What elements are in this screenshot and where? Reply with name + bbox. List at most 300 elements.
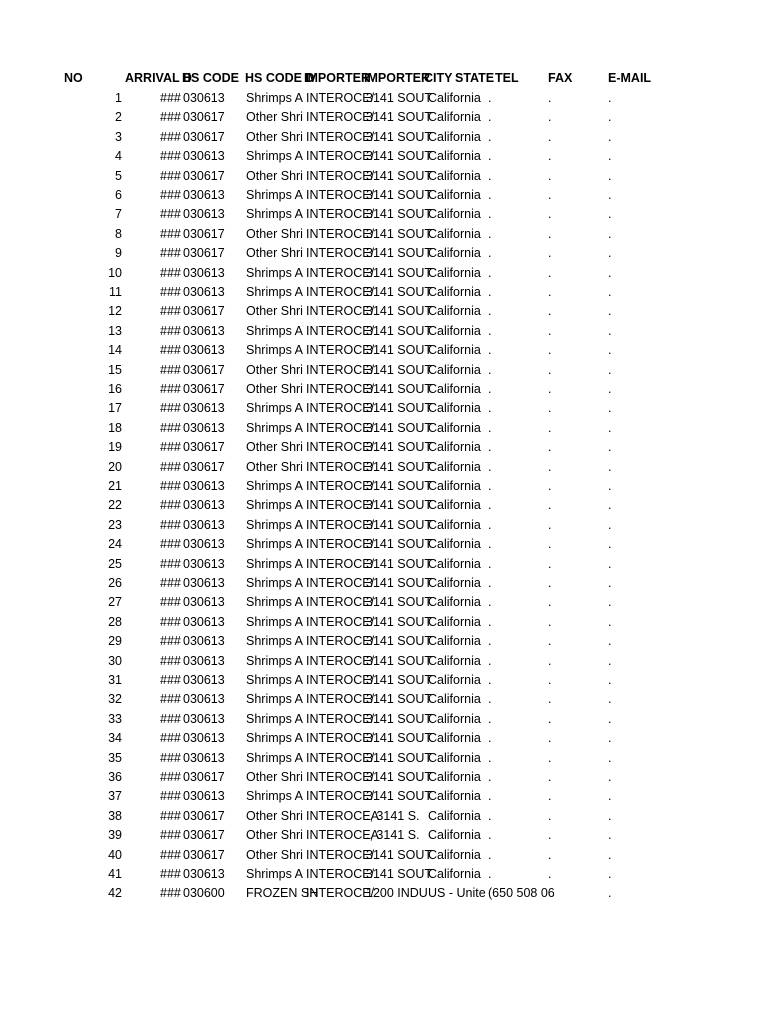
row-state: . [488,711,492,726]
header-city: CITY [424,71,453,85]
table-row [0,826,768,845]
row-no: 26 [108,576,122,590]
row-hs-code-desc: Other Shri [246,847,303,862]
row-tel: . [548,188,552,202]
row-city: California [428,576,481,590]
row-tel: . [548,246,552,261]
row-fax: . [608,323,612,338]
row-importer: INTEROCE/ [306,382,375,396]
row-fax: . [608,498,612,513]
row-fax: . [608,595,612,610]
row-hs-code: 030617 [183,168,225,183]
row-arrival-date: ### [160,731,181,746]
row-tel: . [548,595,552,610]
row-state: . [488,556,492,571]
table-row [0,574,768,593]
row-city: California [428,362,481,377]
row-arrival-date: ### [160,886,181,901]
row-tel: . [548,129,552,144]
row-state: . [488,420,492,435]
row-tel: . [548,420,552,435]
row-no: 8 [115,226,122,241]
row-hs-code-desc: Shrimps A [246,711,303,726]
table-row [0,302,768,321]
row-city: California [428,149,481,164]
row-city: California [428,711,481,726]
row-tel: . [548,226,552,241]
row-importer-address: 3141 SOUT [366,634,433,649]
row-arrival-date: ### [160,343,181,358]
row-no: 19 [108,440,122,455]
row-hs-code-desc: Shrimps A [246,323,303,338]
table-row [0,593,768,612]
row-state: (650 508 06 [488,886,555,901]
row-hs-code: 030613 [183,207,225,222]
row-no: 14 [108,343,122,358]
row-hs-code: 030613 [183,653,225,668]
table-row [0,205,768,224]
row-tel: . [548,828,552,843]
row-arrival-date: ### [160,614,181,629]
row-fax: . [608,207,612,222]
row-fax: . [608,149,612,164]
row-hs-code: 030617 [183,226,225,241]
row-hs-code: 030613 [183,789,225,804]
row-city: California [428,498,481,513]
row-no: 40 [108,847,122,862]
table-row [0,729,768,748]
row-importer-address: 3141 SOUT [366,285,433,299]
row-hs-code: 030613 [183,343,225,358]
row-importer: INTEROCE/ [306,129,375,144]
row-city: California [428,750,481,765]
header-importer-address: IMPORTER [364,71,430,85]
row-city: California [428,343,481,358]
row-arrival-date: ### [160,110,181,125]
row-arrival-date: ### [160,867,181,881]
row-tel: . [548,440,552,455]
row-importer: INTEROCE/ [306,653,375,668]
row-tel: . [548,808,552,823]
row-state: . [488,517,492,532]
row-importer-address: 1200 INDU [366,886,428,901]
row-importer-address: ., 3141 S. [366,808,420,823]
row-city: California [428,634,481,649]
row-no: 9 [115,246,122,261]
row-hs-code: 030600 [183,886,225,901]
row-arrival-date: ### [160,479,181,493]
row-importer: INTEROCE/ [306,847,375,862]
row-fax: . [608,673,612,687]
table-row [0,632,768,651]
row-importer: INTEROCE/ [306,440,375,455]
row-no: 1 [115,91,122,105]
row-importer-address: 3141 SOUT [366,246,433,261]
header-fax: FAX [548,71,573,85]
row-arrival-date: ### [160,265,181,280]
row-importer: INTEROCE/ [306,362,375,377]
row-fax: . [608,420,612,435]
row-no: 28 [108,614,122,629]
row-importer-address: 3141 SOUT [366,362,433,377]
row-hs-code: 030613 [183,711,225,726]
row-state: . [488,246,492,261]
row-hs-code: 030613 [183,91,225,105]
row-state: . [488,91,492,105]
row-hs-code-desc: Other Shri [246,382,303,396]
row-state: . [488,168,492,183]
row-importer-address: 3141 SOUT [366,110,433,125]
row-city: California [428,517,481,532]
row-importer-address: 3141 SOUT [366,498,433,513]
row-no: 4 [115,149,122,164]
row-importer: INTEROCE/ [306,537,375,552]
row-no: 39 [108,828,122,843]
row-importer: INTEROCE/ [306,149,375,164]
table-row [0,807,768,826]
row-tel: . [548,459,552,474]
row-importer-address: 3141 SOUT [366,382,433,396]
row-hs-code-desc: Shrimps A [246,692,303,707]
row-state: . [488,789,492,804]
row-arrival-date: ### [160,750,181,765]
row-importer-address: 3141 SOUT [366,479,433,493]
row-importer-address: 3141 SOUT [366,91,433,105]
row-importer: INTEROCE/ [306,731,375,746]
row-importer-address: 3141 SOUT [366,867,433,881]
row-importer: INTEROCE/ [306,770,375,784]
row-fax: . [608,246,612,261]
row-arrival-date: ### [160,149,181,164]
row-state: . [488,828,492,843]
row-hs-code: 030613 [183,556,225,571]
row-importer: INTEROCE/ [306,188,375,202]
row-importer-address: 3141 SOUT [366,595,433,610]
row-importer-address: 3141 SOUT [366,420,433,435]
row-fax: . [608,770,612,784]
row-hs-code: 030613 [183,537,225,552]
row-importer: INTEROCE/ [306,265,375,280]
row-fax: . [608,382,612,396]
row-hs-code: 030617 [183,129,225,144]
row-hs-code: 030617 [183,808,225,823]
row-fax: . [608,362,612,377]
row-fax: . [608,304,612,319]
row-tel: . [548,110,552,125]
row-importer-address: 3141 SOUT [366,265,433,280]
row-fax: . [608,886,612,901]
row-hs-code: 030617 [183,770,225,784]
row-hs-code: 030613 [183,517,225,532]
row-importer-address: 3141 SOUT [366,440,433,455]
row-city: California [428,556,481,571]
table-row [0,496,768,515]
row-fax: . [608,828,612,843]
row-no: 32 [108,692,122,707]
row-state: . [488,595,492,610]
row-arrival-date: ### [160,246,181,261]
row-arrival-date: ### [160,576,181,590]
row-no: 3 [115,129,122,144]
row-tel: . [548,673,552,687]
row-city: California [428,867,481,881]
row-no: 34 [108,731,122,746]
row-importer-address: 3141 SOUT [366,673,433,687]
row-state: . [488,304,492,319]
row-importer-address: 3141 SOUT [366,692,433,707]
row-arrival-date: ### [160,808,181,823]
row-tel: . [548,770,552,784]
table-row [0,613,768,632]
row-fax: . [608,285,612,299]
row-fax: . [608,188,612,202]
row-no: 15 [108,362,122,377]
table-row [0,283,768,302]
row-importer: INTEROCE/ [306,91,375,105]
row-tel: . [548,362,552,377]
row-tel: . [548,556,552,571]
row-arrival-date: ### [160,517,181,532]
row-importer: INTEROCE/ [306,323,375,338]
row-hs-code: 030613 [183,265,225,280]
row-hs-code: 030613 [183,595,225,610]
row-state: . [488,226,492,241]
row-importer: INTEROCE/ [306,246,375,261]
row-city: California [428,692,481,707]
row-importer: INTEROCE/ [306,168,375,183]
row-no: 31 [108,673,122,687]
row-hs-code-desc: Shrimps A [246,634,303,649]
row-arrival-date: ### [160,420,181,435]
row-no: 17 [108,401,122,416]
row-arrival-date: ### [160,362,181,377]
row-hs-code-desc: Shrimps A [246,576,303,590]
row-arrival-date: ### [160,595,181,610]
row-importer-address: 3141 SOUT [366,168,433,183]
row-hs-code-desc: Other Shri [246,168,303,183]
row-importer-address: 3141 SOUT [366,304,433,319]
row-city: California [428,382,481,396]
row-hs-code-desc: Shrimps A [246,614,303,629]
row-state: . [488,382,492,396]
row-hs-code-desc: Shrimps A [246,207,303,222]
row-state: . [488,188,492,202]
row-hs-code-desc: Shrimps A [246,343,303,358]
row-city: California [428,246,481,261]
row-hs-code-desc: Shrimps A [246,731,303,746]
row-tel: . [548,537,552,552]
table-row [0,147,768,166]
row-tel: . [548,149,552,164]
row-city: California [428,440,481,455]
row-importer: INTEROCE/ [306,420,375,435]
row-importer: INTEROCE/ [306,343,375,358]
header-arrival-date: ARRIVAL D [125,71,192,85]
row-hs-code-desc: Shrimps A [246,595,303,610]
row-state: . [488,750,492,765]
row-hs-code-desc: Other Shri [246,110,303,125]
row-importer: INTEROCE/ [306,459,375,474]
table-row [0,108,768,127]
table-row [0,458,768,477]
row-city: California [428,479,481,493]
row-hs-code: 030613 [183,614,225,629]
row-state: . [488,401,492,416]
row-fax: . [608,634,612,649]
row-city: California [428,110,481,125]
row-city: California [428,323,481,338]
row-hs-code: 030617 [183,362,225,377]
row-importer-address: 3141 SOUT [366,576,433,590]
row-fax: . [608,459,612,474]
row-importer: INTEROCE/ [306,285,375,299]
header-hs-code: HS CODE [182,71,239,85]
table-row [0,244,768,263]
row-hs-code: 030613 [183,188,225,202]
row-hs-code-desc: Other Shri [246,304,303,319]
row-no: 23 [108,517,122,532]
table-row [0,710,768,729]
row-hs-code: 030613 [183,867,225,881]
row-state: . [488,110,492,125]
table-row [0,690,768,709]
row-no: 10 [108,265,122,280]
row-hs-code-desc: Other Shri [246,808,303,823]
row-importer-address: ., 3141 S. [366,828,420,843]
row-importer: INTEROCE/ [306,207,375,222]
row-fax: . [608,808,612,823]
row-importer: INTEROCE/ [306,556,375,571]
row-arrival-date: ### [160,828,181,843]
row-hs-code: 030617 [183,246,225,261]
row-fax: . [608,440,612,455]
row-city: California [428,459,481,474]
row-hs-code-desc: Shrimps A [246,867,303,881]
row-city: California [428,595,481,610]
row-state: . [488,692,492,707]
row-state: . [488,847,492,862]
row-no: 6 [115,188,122,202]
row-tel: . [548,517,552,532]
table-row [0,341,768,360]
row-arrival-date: ### [160,770,181,784]
row-hs-code-desc: Shrimps A [246,149,303,164]
row-hs-code: 030613 [183,323,225,338]
row-tel: . [548,692,552,707]
row-hs-code: 030613 [183,576,225,590]
row-hs-code: 030613 [183,498,225,513]
row-importer-address: 3141 SOUT [366,537,433,552]
row-tel: . [548,731,552,746]
row-fax: . [608,91,612,105]
row-fax: . [608,168,612,183]
row-hs-code-desc: Other Shri [246,362,303,377]
row-state: . [488,440,492,455]
row-state: . [488,459,492,474]
table-row [0,884,768,903]
row-importer: INTEROCEA [306,808,379,823]
row-arrival-date: ### [160,711,181,726]
table-row [0,865,768,884]
row-hs-code: 030613 [183,673,225,687]
row-state: . [488,498,492,513]
row-arrival-date: ### [160,537,181,552]
header-row [0,69,768,88]
table-row [0,186,768,205]
row-tel: . [548,323,552,338]
row-state: . [488,265,492,280]
row-tel: . [548,711,552,726]
row-importer: INTEROCE/ [306,789,375,804]
row-tel: . [548,498,552,513]
row-importer: INTEROCE/ [306,304,375,319]
row-tel: . [548,168,552,183]
row-state: . [488,479,492,493]
row-importer: INTEROCE/ [306,673,375,687]
row-hs-code-desc: FROZEN SH [246,886,319,901]
row-state: . [488,323,492,338]
row-importer-address: 3141 SOUT [366,789,433,804]
row-arrival-date: ### [160,498,181,513]
row-fax: . [608,265,612,280]
row-city: California [428,129,481,144]
row-importer: INTEROCE/ [306,692,375,707]
row-city: California [428,401,481,416]
row-state: . [488,867,492,881]
row-arrival-date: ### [160,692,181,707]
header-email: E-MAIL [608,71,652,85]
row-no: 11 [109,285,122,299]
row-importer: INTEROCE/ [306,614,375,629]
row-importer-address: 3141 SOUT [366,770,433,784]
row-arrival-date: ### [160,847,181,862]
row-fax: . [608,226,612,241]
row-tel: . [548,285,552,299]
row-no: 38 [108,808,122,823]
row-city: California [428,304,481,319]
row-importer: INTEROCE/ [306,401,375,416]
row-importer: INTEROCEA [306,828,379,843]
row-hs-code: 030613 [183,420,225,435]
row-hs-code: 030617 [183,382,225,396]
row-no: 41 [108,867,122,881]
row-importer-address: 3141 SOUT [366,847,433,862]
row-hs-code: 030617 [183,459,225,474]
row-fax: . [608,867,612,881]
row-importer-address: 3141 SOUT [366,343,433,358]
header-no: NO [64,71,83,85]
row-tel: . [548,867,552,881]
row-arrival-date: ### [160,401,181,416]
row-hs-code-desc: Other Shri [246,246,303,261]
row-hs-code-desc: Other Shri [246,129,303,144]
row-state: . [488,808,492,823]
row-tel: . [548,382,552,396]
row-no: 7 [115,207,122,222]
table-row [0,787,768,806]
row-importer-address: 3141 SOUT [366,149,433,164]
row-no: 22 [108,498,122,513]
row-importer: INTEROCE/ [306,517,375,532]
row-no: 24 [108,537,122,552]
table-row [0,652,768,671]
row-arrival-date: ### [160,91,181,105]
row-arrival-date: ### [160,207,181,222]
row-importer: INTEROCE/ [306,711,375,726]
row-arrival-date: ### [160,188,181,202]
row-importer-address: 3141 SOUT [366,459,433,474]
row-no: 12 [108,304,122,319]
